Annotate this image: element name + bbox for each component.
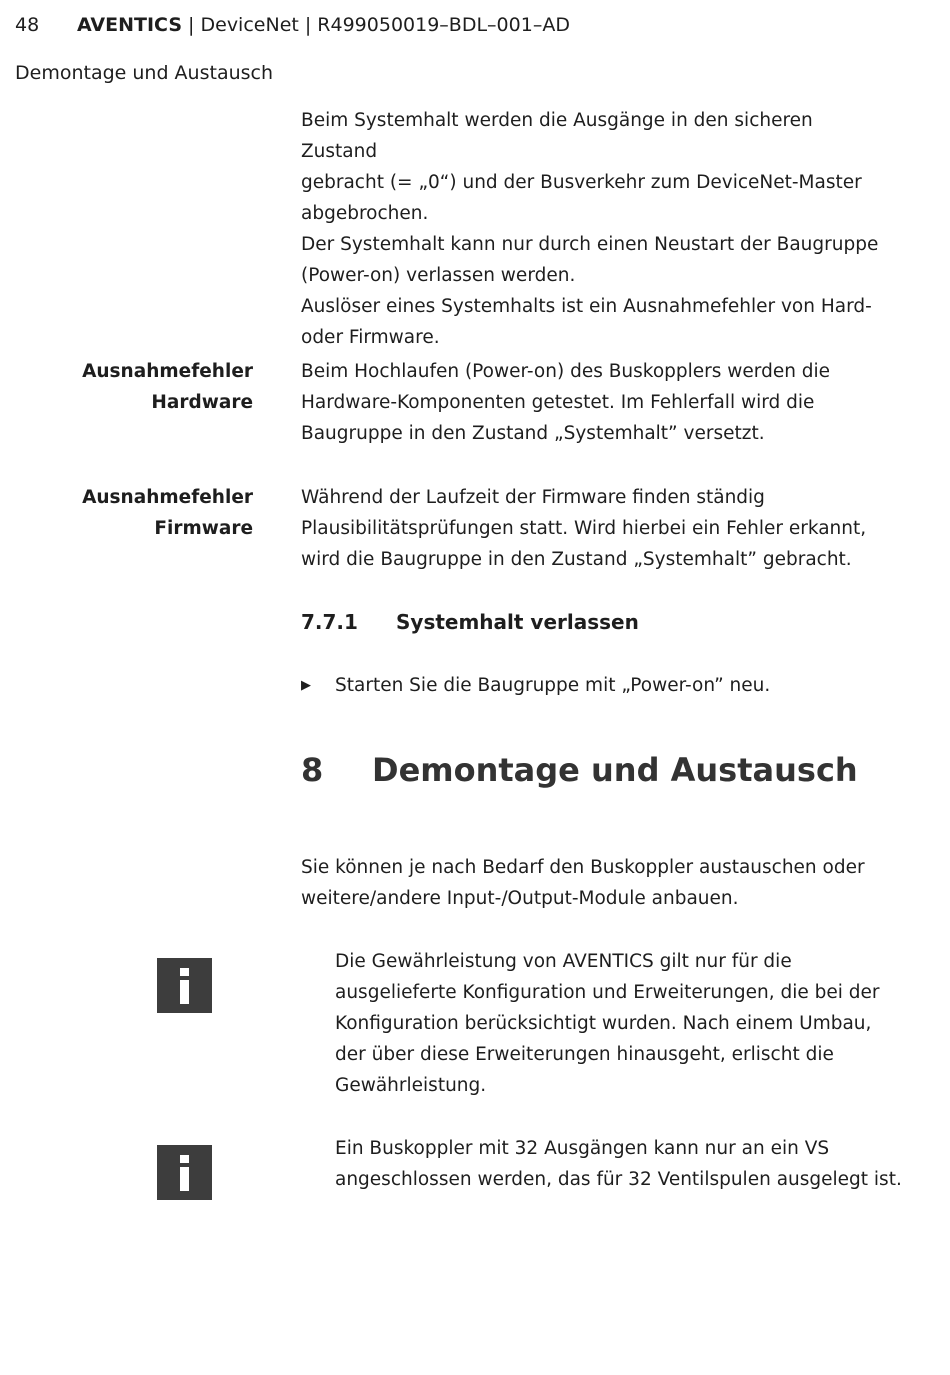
- info-icon: [157, 958, 212, 1013]
- intro-paragraph: Beim Systemhalt werden die Ausgänge in den sicheren Zustand gebracht (= „0“) und der Busverkehr zum DeviceNet-Master abgebrochen. Der Systemhalt kann nur durch einen Neustart der Baugruppe (Power-on) verlassen werden. Auslöser eines Systemhalts ist ein Ausnahmefehler von Hard- oder Firmware.: [301, 110, 879, 348]
- page-number: 48: [15, 14, 40, 36]
- brand-name: AVENTICS: [77, 14, 183, 36]
- subsection-number: 7.7.1: [301, 610, 358, 634]
- document-info: | DeviceNet | R499050019–BDL–001–AD: [182, 14, 570, 36]
- info-icon: [157, 1145, 212, 1200]
- triangle-bullet-icon: ▶: [301, 678, 311, 693]
- subsection-heading: [301, 607, 639, 638]
- warranty-note: Die Gewährleistung von AVENTICS gilt nur für die ausgelieferte Konfiguration und Erweiterungen, die bei der Konfiguration berücksichtigt wurden. Nach einem Umbau, der über diese Erweiterungen hinausgeht, erlischt die Gewährleistung.: [335, 951, 880, 1096]
- chapter-title: Demontage und Austausch: [372, 751, 858, 789]
- exception-firmware-text: Während der Laufzeit der Firmware finden ständig Plausibilitätsprüfungen statt. Wird hierbei ein Fehler erkannt, wird die Baugruppe in den Zustand „Systemhalt” gebracht.: [301, 487, 867, 570]
- exception-firmware-label: Ausnahmefehler Firmware: [82, 487, 253, 539]
- exception-hardware-label: Ausnahmefehler Hardware: [82, 361, 253, 413]
- running-section-title: Demontage und Austausch: [15, 62, 274, 84]
- page-header: [15, 12, 570, 38]
- outputs-note: Ein Buskoppler mit 32 Ausgängen kann nur an ein VS angeschlossen werden, das für 32 Ventilspulen ausgelegt ist.: [335, 1138, 902, 1190]
- chapter-heading: [301, 748, 858, 792]
- subsection-title: Systemhalt verlassen: [396, 610, 639, 634]
- instruction-step: [301, 670, 770, 701]
- instruction-text: Starten Sie die Baugruppe mit „Power-on” neu.: [335, 675, 771, 696]
- chapter-number: 8: [301, 751, 324, 789]
- exception-hardware-text: Beim Hochlaufen (Power-on) des Buskopplers werden die Hardware-Komponenten getestet. Im Fehlerfall wird die Baugruppe in den Zustand „Systemhalt” versetzt.: [301, 361, 831, 444]
- chapter-intro: Sie können je nach Bedarf den Buskoppler austauschen oder weitere/andere Input-/Output-Module anbauen.: [301, 857, 865, 909]
